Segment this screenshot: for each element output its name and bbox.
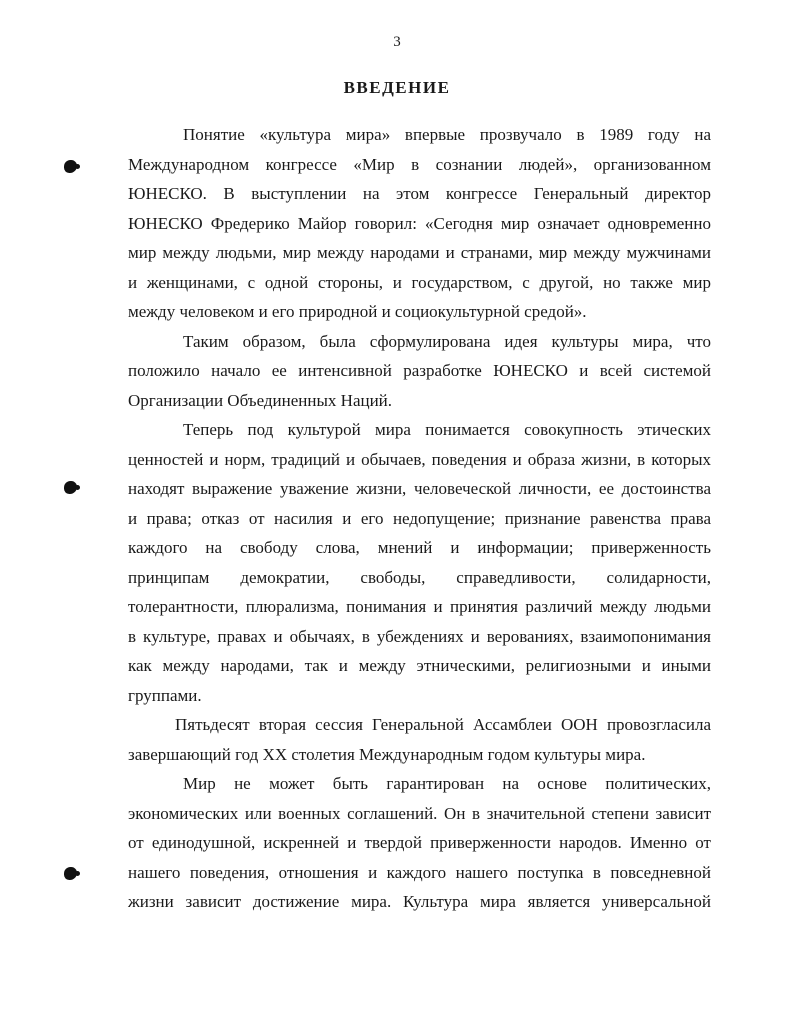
binder-hole-mark xyxy=(64,160,77,173)
text-line: Мир не может быть гарантирован на основе политических, xyxy=(183,774,711,793)
text-line: Понятие «культура мира» впервые прозвучало в 1989 году на xyxy=(183,125,711,144)
text-line: Международном конгрессе «Мир в сознании людей», организованном xyxy=(128,154,711,174)
binder-hole-mark xyxy=(64,867,77,880)
text-line: Пятьдесят вторая сессия Генеральной Ассамблеи ООН провозгласила xyxy=(175,715,711,734)
paragraph-un-session xyxy=(128,710,711,769)
paragraph-peace xyxy=(128,769,711,917)
page-number: 3 xyxy=(393,34,401,50)
text-line: находят выражение уважение жизни, человеческой личности, ее достоинства xyxy=(128,479,711,498)
text-line: группами. xyxy=(128,685,202,705)
text-line: положило начало ее интенсивной разработке ЮНЕСКО и всей системой xyxy=(128,361,711,380)
text-line: ЮНЕСКО Фредерико Майор говорил: «Сегодня мир означает одновременно xyxy=(128,213,711,233)
text-line: экономических или военных соглашений. Он в значительной степени зависит xyxy=(128,803,711,823)
text-line: завершающий год XX столетия Международным годом культуры мира. xyxy=(128,744,646,764)
text-line: мир между людьми, мир между народами и странами, мир между мужчинами xyxy=(128,243,711,262)
text-line: Таким образом, была сформулирована идея культуры мира, что xyxy=(183,331,711,351)
text-line: в культуре, правах и обычаях, в убеждениях и верованиях, взаимопонимания xyxy=(128,626,711,646)
text-line: ЮНЕСКО. В выступлении на этом конгрессе Генеральный директор xyxy=(128,184,711,203)
text-line: Организации Объединенных Наций. xyxy=(128,390,393,410)
binder-hole-mark xyxy=(64,481,77,494)
text-line: принципам демократии, свободы, справедливости, солидарности, xyxy=(128,567,711,587)
text-line: нашего поведения, отношения и каждого нашего поступка в повседневной xyxy=(128,862,711,882)
text-line: каждого на свободу слова, мнений и информации; приверженность xyxy=(128,538,711,557)
text-line: как между народами, так и между этническими, религиозными и иными xyxy=(128,656,711,675)
section-title: ВВЕДЕНИЕ xyxy=(343,78,451,97)
body-text xyxy=(128,120,711,917)
text-line: и женщинами, с одной стороны, и государством, с другой, но также мир xyxy=(128,272,711,292)
text-line: от единодушной, искренней и твердой приверженности народов. Именно от xyxy=(128,833,711,852)
text-line: толерантности, плюрализма, понимания и принятия различий между людьми xyxy=(128,597,711,616)
paragraph-definition xyxy=(128,415,711,710)
text-line: Теперь под культурой мира понимается совокупность этических xyxy=(183,420,711,439)
paragraph-culture-idea xyxy=(128,327,711,416)
text-line: и права; отказ от насилия и его недопущение; признание равенства права xyxy=(128,508,711,528)
text-line: ценностей и норм, традиций и обычаев, поведения и образа жизни, в которых xyxy=(128,449,711,469)
paragraph-intro xyxy=(128,120,711,327)
text-line: между человеком и его природной и социокультурной средой». xyxy=(128,302,587,321)
text-line: жизни зависит достижение мира. Культура мира является универсальной xyxy=(128,892,711,911)
